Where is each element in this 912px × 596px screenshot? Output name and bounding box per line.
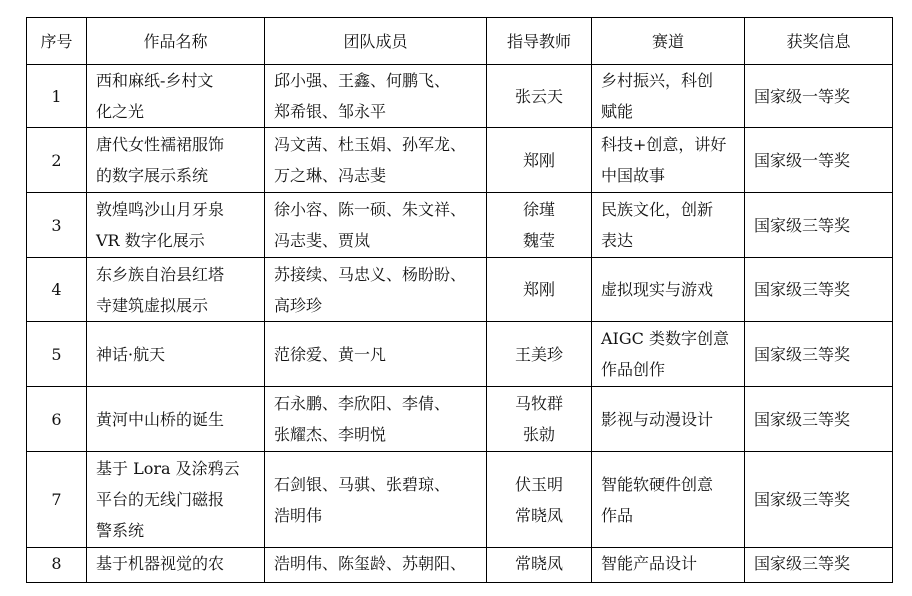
cell-award: 国家级三等奖	[745, 452, 893, 548]
cell-work-name: 唐代女性襦裙服饰 的数字展示系统	[87, 128, 265, 193]
header-index: 序号	[27, 18, 87, 65]
cell-index: 1	[27, 65, 87, 128]
cell-work-name: 基于机器视觉的农	[87, 548, 265, 583]
cell-team-members: 石永鹏、李欣阳、李倩、 张耀杰、李明悦	[265, 387, 487, 452]
cell-team-members: 范徐爱、黄一凡	[265, 322, 487, 387]
header-advisor: 指导教师	[487, 18, 592, 65]
cell-index: 4	[27, 258, 87, 322]
header-team-members: 团队成员	[265, 18, 487, 65]
table-row	[27, 65, 893, 128]
cell-advisor: 郑刚	[487, 258, 592, 322]
cell-work-name: 西和麻纸-乡村文 化之光	[87, 65, 265, 128]
cell-work-name: 基于 Lora 及涂鸦云 平台的无线门磁报 警系统	[87, 452, 265, 548]
cell-track: AIGC 类数字创意 作品创作	[592, 322, 745, 387]
table-row	[27, 128, 893, 193]
cell-advisor: 马牧群 张勍	[487, 387, 592, 452]
cell-team-members: 邱小强、王鑫、何鹏飞、 郑希银、邹永平	[265, 65, 487, 128]
cell-award: 国家级三等奖	[745, 193, 893, 258]
table-row	[27, 193, 893, 258]
table-row	[27, 387, 893, 452]
cell-award: 国家级三等奖	[745, 387, 893, 452]
table-header-row	[27, 18, 893, 65]
cell-index: 6	[27, 387, 87, 452]
cell-track: 乡村振兴，科创 赋能	[592, 65, 745, 128]
cell-work-name: 敦煌鸣沙山月牙泉 VR 数字化展示	[87, 193, 265, 258]
cell-advisor: 张云天	[487, 65, 592, 128]
cell-team-members: 苏接续、马忠义、杨盼盼、 高珍珍	[265, 258, 487, 322]
cell-advisor: 常晓凤	[487, 548, 592, 583]
header-work-name: 作品名称	[87, 18, 265, 65]
cell-team-members: 冯文茜、杜玉娟、孙军龙、 万之琳、冯志斐	[265, 128, 487, 193]
cell-team-members: 石剑银、马骐、张碧琼、 浩明伟	[265, 452, 487, 548]
table-row	[27, 258, 893, 322]
cell-work-name: 黄河中山桥的诞生	[87, 387, 265, 452]
awards-table	[26, 17, 893, 583]
cell-award: 国家级三等奖	[745, 258, 893, 322]
cell-award: 国家级三等奖	[745, 548, 893, 583]
cell-track: 科技+创意，讲好 中国故事	[592, 128, 745, 193]
cell-index: 3	[27, 193, 87, 258]
cell-work-name: 东乡族自治县红塔 寺建筑虚拟展示	[87, 258, 265, 322]
cell-award: 国家级一等奖	[745, 65, 893, 128]
table-row	[27, 548, 893, 583]
header-award: 获奖信息	[745, 18, 893, 65]
cell-track: 影视与动漫设计	[592, 387, 745, 452]
cell-track: 智能软硬件创意 作品	[592, 452, 745, 548]
header-track: 赛道	[592, 18, 745, 65]
table-row	[27, 322, 893, 387]
table-row	[27, 452, 893, 548]
cell-track: 智能产品设计	[592, 548, 745, 583]
cell-advisor: 王美珍	[487, 322, 592, 387]
cell-work-name: 神话·航天	[87, 322, 265, 387]
cell-team-members: 徐小容、陈一硕、朱文祥、 冯志斐、贾岚	[265, 193, 487, 258]
cell-index: 5	[27, 322, 87, 387]
cell-advisor: 徐瑾 魏莹	[487, 193, 592, 258]
cell-track: 民族文化，创新 表达	[592, 193, 745, 258]
cell-award: 国家级三等奖	[745, 322, 893, 387]
cell-track: 虚拟现实与游戏	[592, 258, 745, 322]
cell-index: 7	[27, 452, 87, 548]
cell-advisor: 郑刚	[487, 128, 592, 193]
cell-team-members: 浩明伟、陈玺龄、苏朝阳、	[265, 548, 487, 583]
cell-index: 2	[27, 128, 87, 193]
cell-advisor: 伏玉明 常晓凤	[487, 452, 592, 548]
cell-index: 8	[27, 548, 87, 583]
cell-award: 国家级一等奖	[745, 128, 893, 193]
